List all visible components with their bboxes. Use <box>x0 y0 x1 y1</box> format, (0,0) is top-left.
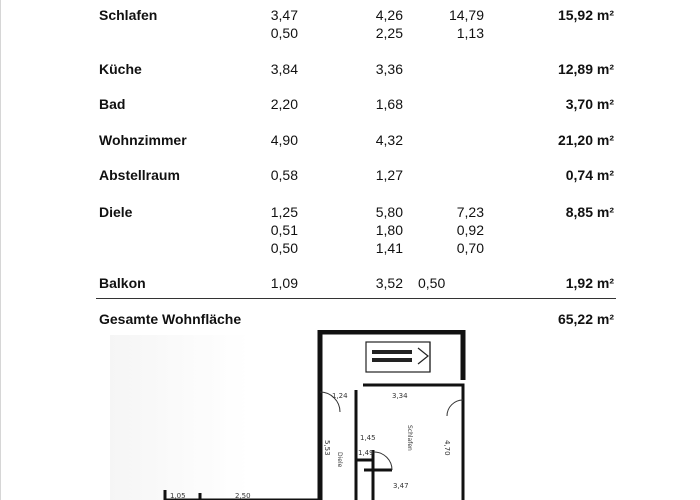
width-value: 3,36 <box>375 61 403 77</box>
room-name: Bad <box>99 96 126 112</box>
total-label: Gesamte Wohnfläche <box>99 311 242 327</box>
width-value: 1,68 <box>375 96 403 112</box>
subarea-value: 7,23 <box>456 204 484 220</box>
area-row <box>0 96 700 114</box>
area-row <box>0 7 700 25</box>
total-row <box>0 311 700 329</box>
room-name: Schlafen <box>99 7 158 23</box>
area-row <box>0 275 700 293</box>
length-value: 3,84 <box>270 61 298 77</box>
plan-label: Schlafen <box>406 425 413 451</box>
length-value: 0,50 <box>270 240 298 256</box>
subarea-value: 0,70 <box>456 240 484 256</box>
length-value: 0,51 <box>270 222 298 238</box>
room-area: 15,92 m² <box>557 7 614 23</box>
subarea-value: 14,79 <box>448 7 484 23</box>
length-value: 2,20 <box>270 96 298 112</box>
summary-divider <box>96 298 616 299</box>
plan-outer-wall <box>320 332 463 500</box>
area-row <box>0 240 700 258</box>
room-area: 0,74 m² <box>565 167 614 183</box>
plan-label: 1,45 <box>360 434 376 442</box>
width-value: 2,25 <box>375 25 403 41</box>
total-value: 65,22 m² <box>557 311 614 327</box>
length-value: 0,50 <box>270 25 298 41</box>
area-row <box>0 222 700 240</box>
plan-label: 3,47 <box>393 482 409 490</box>
width-value: 4,26 <box>375 7 403 23</box>
room-name: Wohnzimmer <box>99 132 187 148</box>
stair-symbol <box>366 342 430 372</box>
room-area: 1,92 m² <box>565 275 614 291</box>
room-area: 8,85 m² <box>565 204 614 220</box>
area-row <box>0 204 700 222</box>
area-row <box>0 25 700 43</box>
length-value: 1,09 <box>270 275 298 291</box>
plan-inner-wall <box>363 385 463 420</box>
width-value: 1,80 <box>375 222 403 238</box>
room-name: Balkon <box>99 275 146 291</box>
plan-label: 4,70 <box>443 440 451 456</box>
plan-label: 1,05 <box>170 492 186 500</box>
room-name: Küche <box>99 61 142 77</box>
plan-label: Diele <box>336 452 343 468</box>
length-value: 1,25 <box>270 204 298 220</box>
area-row <box>0 132 700 150</box>
length-value: 0,58 <box>270 167 298 183</box>
plan-label: 5,53 <box>323 440 331 456</box>
width-value: 5,80 <box>375 204 403 220</box>
plan-label: 2,50 <box>235 492 251 500</box>
room-area: 21,20 m² <box>557 132 614 148</box>
area-row <box>0 61 700 79</box>
room-name: Abstellraum <box>99 167 180 183</box>
width-value: 3,52 <box>375 275 403 291</box>
length-value: 3,47 <box>270 7 298 23</box>
width-value: 1,41 <box>375 240 403 256</box>
extra-value: 0,50 <box>418 275 446 291</box>
width-value: 1,27 <box>375 167 403 183</box>
plan-label: 1,24 <box>332 392 348 400</box>
length-value: 4,90 <box>270 132 298 148</box>
room-name: Diele <box>99 204 133 220</box>
room-area: 12,89 m² <box>557 61 614 77</box>
subarea-value: 0,92 <box>456 222 484 238</box>
subarea-value: 1,13 <box>456 25 484 41</box>
plan-label: 3,34 <box>392 392 408 400</box>
room-area: 3,70 m² <box>565 96 614 112</box>
plan-label: 1,49 <box>358 449 374 457</box>
area-row <box>0 167 700 185</box>
floor-plan <box>0 330 700 500</box>
width-value: 4,32 <box>375 132 403 148</box>
